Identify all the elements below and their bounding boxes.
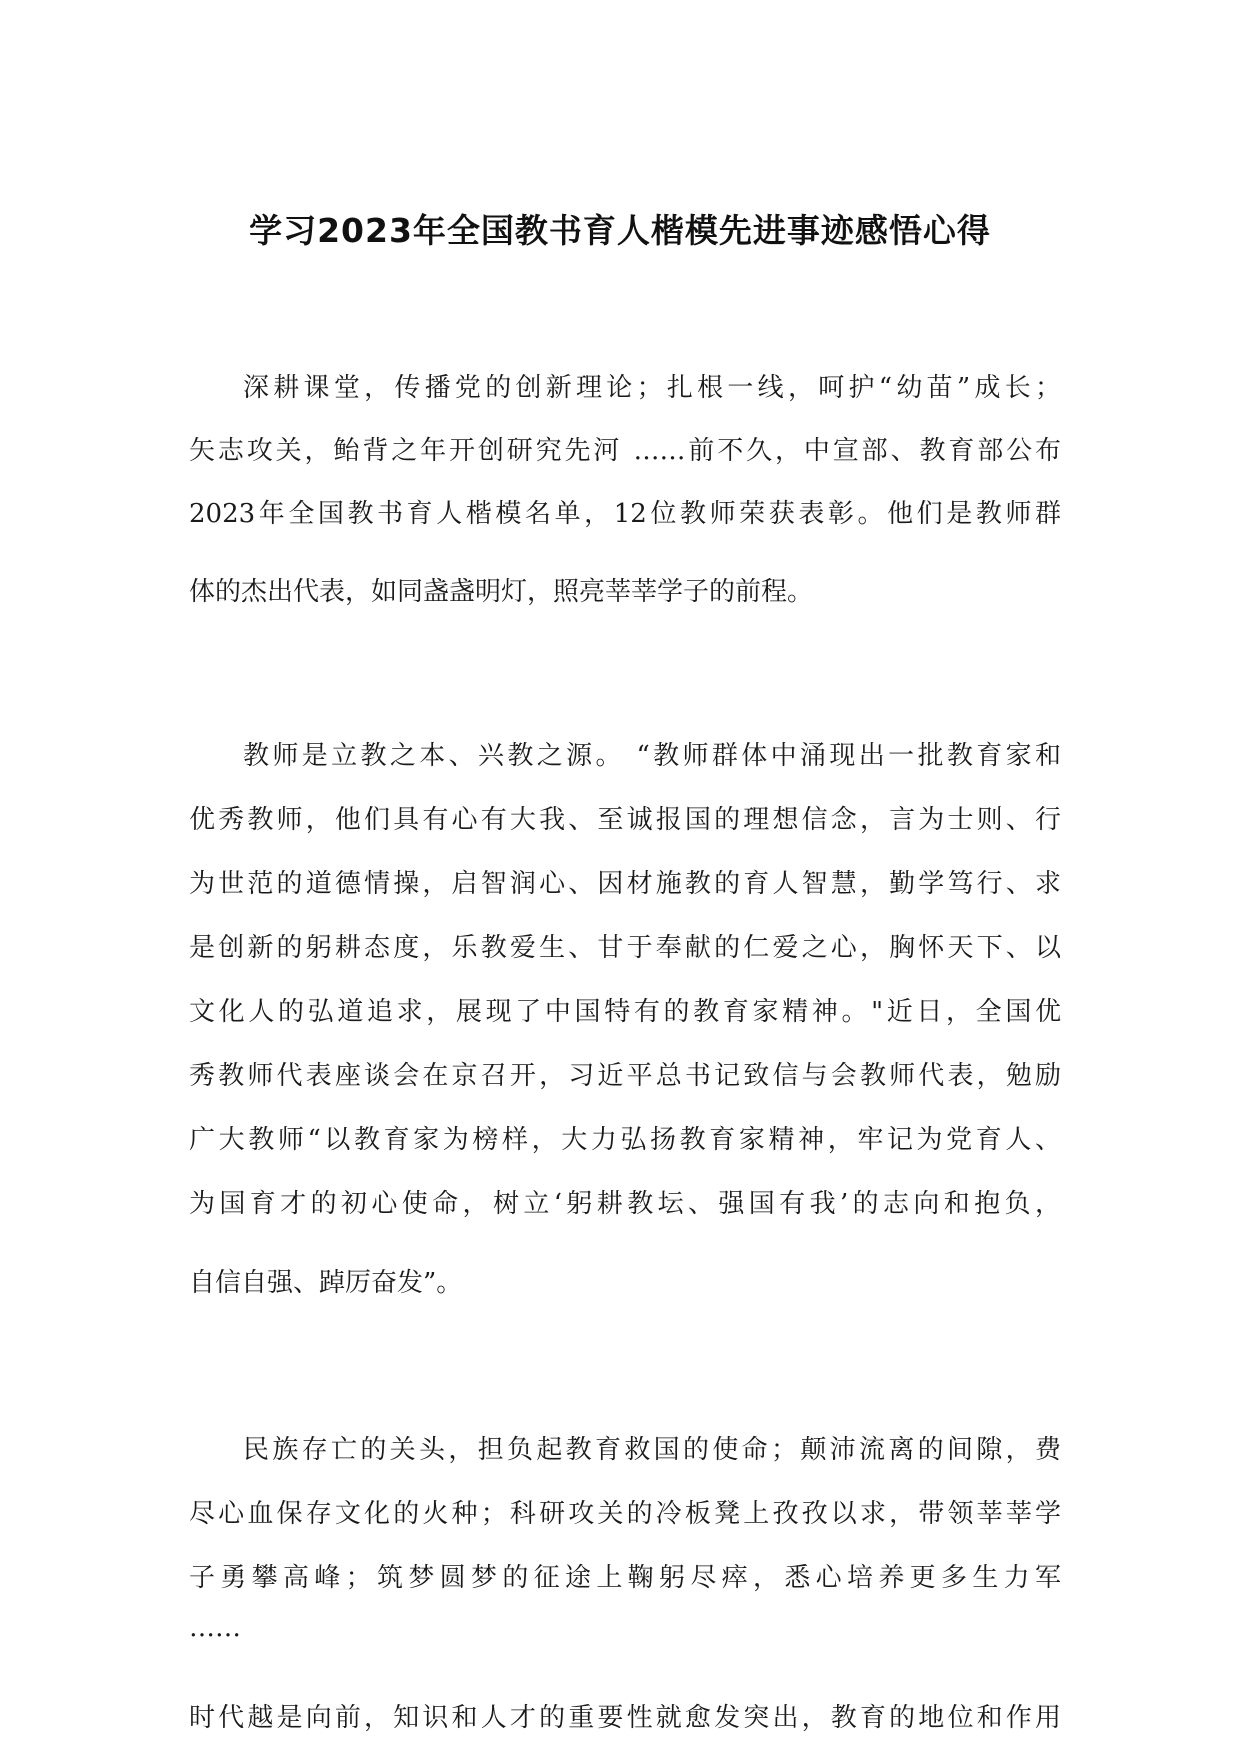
paragraph-line: 体的杰出代表，如同盏盏明灯，照亮莘莘学子的前程。 [189, 577, 814, 607]
document-title: 学习2023年全国教书育人楷模先进事迹感悟心得 [249, 211, 991, 250]
paragraph-line: 子勇攀高峰；筑梦圆梦的征途上鞠躬尽瘁，悉心培养更多生力军 [189, 1563, 1061, 1593]
paragraph-line: 尽心血保存文化的火种；科研攻关的冷板凳上孜孜以求，带领莘莘学 [189, 1499, 1061, 1529]
paragraph-line: 2023年全国教书育人楷模名单，12位教师荣获表彰。他们是教师群 [189, 499, 1061, 529]
paragraph-line: 深耕课堂，传播党的创新理论；扎根一线，呵护“幼苗”成长； [243, 373, 1061, 403]
paragraph-line: 广大教师“以教育家为榜样，大力弘扬教育家精神，牢记为党育人、 [189, 1125, 1061, 1155]
paragraph-line: 时代越是向前，知识和人才的重要性就愈发突出，教育的地位和作用 [189, 1703, 1061, 1733]
paragraph-line: 为世范的道德情操，启智润心、因材施教的育人智慧，勤学笃行、求 [189, 869, 1061, 899]
paragraph-line: 文化人的弘道追求，展现了中国特有的教育家精神。"近日，全国优 [189, 997, 1061, 1027]
paragraph-line: 秀教师代表座谈会在京召开，习近平总书记致信与会教师代表，勉励 [189, 1061, 1061, 1091]
paragraph-line: 为国育才的初心使命，树立‘躬耕教坛、强国有我’的志向和抱负， [189, 1189, 1061, 1219]
paragraph-line: 优秀教师，他们具有心有大我、至诚报国的理想信念，言为士则、行 [189, 805, 1061, 835]
paragraph-line: 自信自强、踔厉奋发”。 [189, 1268, 463, 1298]
paragraph-line: …… [189, 1613, 241, 1643]
paragraph-line: 民族存亡的关头，担负起教育救国的使命；颠沛流离的间隙，费 [243, 1435, 1061, 1465]
paragraph-line: 教师是立教之本、兴教之源。 “教师群体中涌现出一批教育家和 [243, 741, 1061, 771]
paragraph-line: 是创新的躬耕态度，乐教爱生、甘于奉献的仁爱之心，胸怀天下、以 [189, 933, 1061, 963]
paragraph-line: 矢志攻关，鲐背之年开创研究先河 ……前不久，中宣部、教育部公布 [189, 436, 1061, 466]
